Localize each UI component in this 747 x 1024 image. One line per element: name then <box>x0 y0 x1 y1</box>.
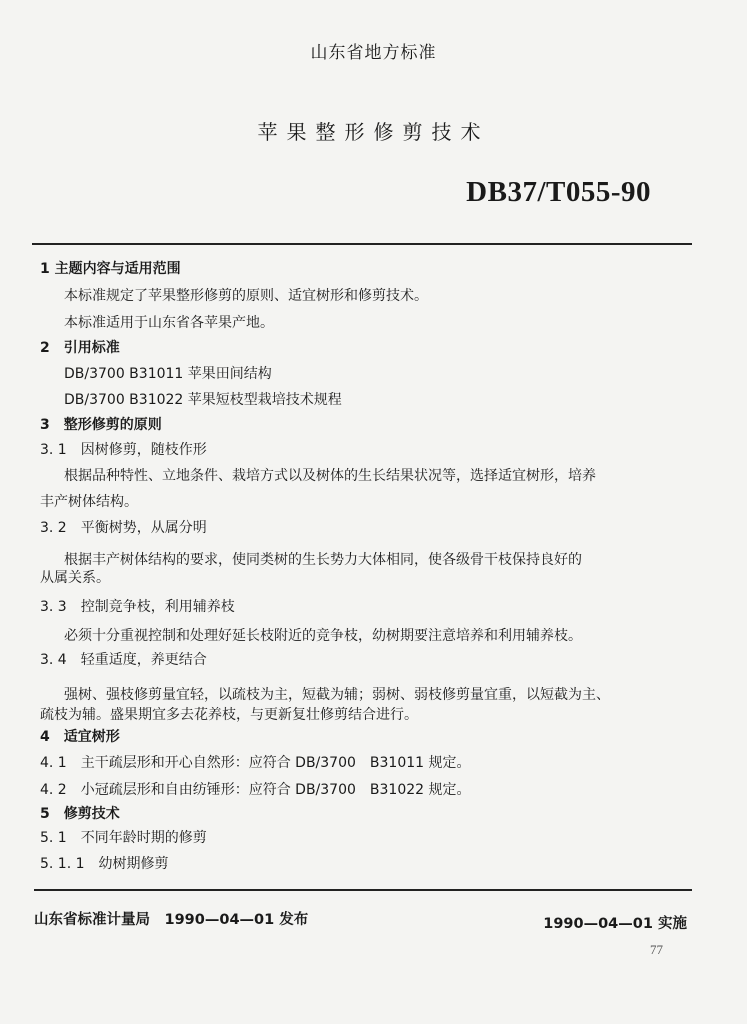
document-title: 苹果整形修剪技术 <box>257 120 490 144</box>
issuer-heading: 山东省地方标准 <box>310 43 437 63</box>
section-2-heading: 2 引用标准 <box>40 340 120 356</box>
section-3-1-paragraph-line-1: 根据品种特性、立地条件、栽培方式以及树体的生长结果状况等，选择适宜树形，培养 <box>64 468 596 484</box>
standard-code: DB37/T055-90 <box>466 176 651 208</box>
section-5-1-1-heading: 5. 1. 1 幼树期修剪 <box>40 856 169 872</box>
footer-publisher-and-date: 山东省标准计量局 1990—04—01 发布 <box>34 912 309 928</box>
section-4-1-item: 4. 1 主干疏层形和开心自然形：应符合 DB/3700 B31011 规定。 <box>40 755 471 771</box>
section-1-paragraph-1: 本标准规定了苹果整形修剪的原则、适宜树形和修剪技术。 <box>64 288 428 304</box>
section-3-4-heading: 3. 4 轻重适度，养更结合 <box>40 652 207 668</box>
top-rule <box>32 243 692 245</box>
section-3-2-paragraph-line-1: 根据丰产树体结构的要求，使同类树的生长势力大体相同，使各级骨干枝保持良好的 <box>64 552 582 568</box>
footer-effective-date: 1990—04—01 实施 <box>543 916 687 932</box>
section-4-2-item: 4. 2 小冠疏层形和自由纺锤形：应符合 DB/3700 B31022 规定。 <box>40 782 471 798</box>
section-1-paragraph-2: 本标准适用于山东省各苹果产地。 <box>64 315 274 331</box>
section-5-heading: 5 修剪技术 <box>40 806 120 822</box>
section-1-heading: 1 主题内容与适用范围 <box>40 261 181 277</box>
section-2-reference-1: DB/3700 B31011 苹果田间结构 <box>64 366 272 382</box>
bottom-rule <box>34 889 692 891</box>
section-3-3-heading: 3. 3 控制竞争枝，利用辅养枝 <box>40 599 235 615</box>
section-4-heading: 4 适宜树形 <box>40 729 120 745</box>
section-5-1-heading: 5. 1 不同年龄时期的修剪 <box>40 830 207 846</box>
section-2-reference-2: DB/3700 B31022 苹果短枝型栽培技术规程 <box>64 392 342 408</box>
page-number: 77 <box>650 942 663 957</box>
section-3-2-paragraph-line-2: 从属关系。 <box>40 570 110 586</box>
section-3-4-paragraph-line-2: 疏枝为辅。盛果期宜多去花养枝，与更新复壮修剪结合进行。 <box>40 707 418 723</box>
section-3-3-paragraph-line-1: 必须十分重视控制和处理好延长枝附近的竞争枝，幼树期要注意培养和利用辅养枝。 <box>64 628 582 644</box>
section-3-1-paragraph-line-2: 丰产树体结构。 <box>40 494 138 510</box>
section-3-heading: 3 整形修剪的原则 <box>40 417 162 433</box>
section-3-1-heading: 3. 1 因树修剪，随枝作形 <box>40 442 207 458</box>
section-3-2-heading: 3. 2 平衡树势，从属分明 <box>40 520 207 536</box>
section-3-4-paragraph-line-1: 强树、强枝修剪量宜轻，以疏枝为主，短截为辅；弱树、弱枝修剪量宜重，以短截为主、 <box>64 687 610 703</box>
